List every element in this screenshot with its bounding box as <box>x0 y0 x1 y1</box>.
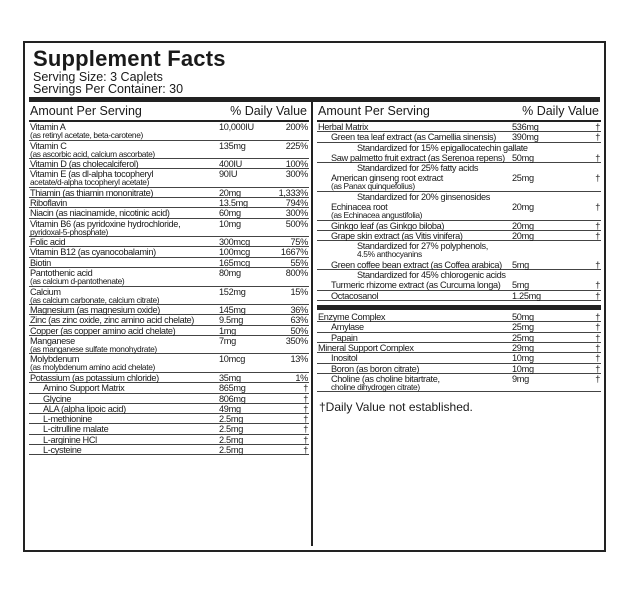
ingredient-name: Green coffee bean extract (as Coffea arabica) <box>331 259 502 270</box>
ingredient-source: (as calcium carbonate, calcium citrate) <box>30 294 160 305</box>
nutrient-row <box>29 404 309 414</box>
daily-value: † <box>595 322 600 333</box>
amount-per-serving: 35mg <box>219 372 241 383</box>
nutrient-row <box>317 173 601 192</box>
daily-value: † <box>303 414 308 425</box>
nutrient-row <box>29 247 309 257</box>
amount-per-serving-heading: Amount Per Serving <box>30 104 142 118</box>
ingredient-name: Vitamin E (as dl-alpha tocopheryl <box>30 169 154 180</box>
nutrient-row <box>29 354 309 373</box>
ingredient-name: American ginseng root extract <box>331 173 443 184</box>
daily-value: 1% <box>295 372 308 383</box>
nutrient-row <box>29 237 309 247</box>
amount-per-serving: 300mcg <box>219 237 250 248</box>
amino-support-list <box>29 383 309 455</box>
amount-per-serving: 20mg <box>512 202 534 213</box>
daily-value: 500% <box>285 218 308 229</box>
ingredient-name: Niacin (as niacinamide, nicotinic acid) <box>30 208 170 219</box>
daily-value: † <box>595 220 600 231</box>
daily-value: † <box>303 393 308 404</box>
enzyme-mineral-list <box>317 312 601 392</box>
ingredient-name: Potassium (as potassium chloride) <box>30 372 159 383</box>
nutrient-row <box>29 414 309 424</box>
ingredient-name: Thiamin (as thiamin mononitrate) <box>30 187 154 198</box>
daily-value: 13% <box>290 354 308 365</box>
ingredient-name: Inositol <box>331 353 358 364</box>
supplement-facts-panel <box>23 41 606 552</box>
ingredient-source: acetate/d-alpha tocopheryl acetate) <box>30 177 150 188</box>
amount-per-serving: 152mg <box>219 286 246 297</box>
daily-value: 200% <box>285 122 308 132</box>
ingredient-name: Vitamin D (as cholecalciferol) <box>30 159 139 169</box>
daily-value: † <box>303 424 308 435</box>
nutrient-row <box>29 287 309 306</box>
serving-size: Serving Size: 3 Caplets <box>33 70 163 84</box>
ingredient-name: Vitamin A <box>30 122 66 132</box>
nutrient-row <box>317 132 601 142</box>
amount-per-serving: 10mcg <box>219 354 246 365</box>
daily-value: † <box>595 280 600 291</box>
amount-per-serving: 9mg <box>512 373 529 384</box>
amount-per-serving: 10mg <box>512 353 534 364</box>
ingredient-name: Magnesium (as magnesium oxide) <box>30 305 160 316</box>
nutrient-row <box>29 208 309 218</box>
nutrient-row <box>317 312 601 322</box>
ingredient-source: (as ascorbic acid, calcium ascorbate) <box>30 148 155 159</box>
nutrient-row <box>29 268 309 287</box>
ingredient-name: Pantothenic acid <box>30 268 93 279</box>
nutrient-row <box>29 445 309 455</box>
ingredient-name: Boron (as boron citrate) <box>331 363 420 374</box>
ingredient-name: Glycine <box>43 393 72 404</box>
daily-value: 55% <box>290 257 308 268</box>
amount-per-serving: 90IU <box>219 169 238 180</box>
daily-value: 1,333% <box>278 187 308 198</box>
amount-per-serving-heading: Amount Per Serving <box>318 104 430 118</box>
ingredient-name: Vitamin C <box>30 140 67 151</box>
nutrient-row <box>317 143 601 153</box>
amount-per-serving: 13.5mg <box>219 198 248 209</box>
nutrient-row <box>317 231 601 241</box>
nutrient-row <box>29 159 309 169</box>
daily-value: † <box>595 353 600 364</box>
amount-per-serving: 5mg <box>512 259 529 270</box>
daily-value: † <box>595 363 600 374</box>
ingredient-name: Green tea leaf extract (as Camellia sinensis) <box>331 132 497 143</box>
nutrient-row <box>317 153 601 163</box>
daily-value: † <box>303 403 308 414</box>
amount-per-serving: 9.5mg <box>219 315 244 326</box>
daily-value: 350% <box>285 335 308 346</box>
ingredient-name: L-citrulline malate <box>43 424 109 435</box>
amount-per-serving: 7mg <box>219 335 236 346</box>
daily-value: † <box>595 259 600 270</box>
ingredient-name: L-methionine <box>43 414 92 425</box>
ingredient-name: L-cysteine <box>43 445 82 456</box>
nutrient-row <box>317 353 601 363</box>
daily-value-heading: % Daily Value <box>230 104 307 118</box>
amount-per-serving: 2.5mg <box>219 414 244 425</box>
amount-per-serving: 806mg <box>219 393 246 404</box>
daily-value: † <box>595 373 600 384</box>
amount-per-serving: 5mg <box>512 280 529 291</box>
ingredient-name: Echinacea root <box>331 202 388 213</box>
nutrient-row <box>29 435 309 445</box>
amount-per-serving: 60mg <box>219 208 241 219</box>
daily-value: 15% <box>290 286 308 297</box>
amount-per-serving: 10mg <box>512 363 534 374</box>
ingredient-source: (as calcium d-pantothenate) <box>30 276 125 287</box>
daily-value: 1667% <box>280 247 308 258</box>
daily-value: † <box>595 312 600 323</box>
daily-value: 800% <box>285 268 308 279</box>
daily-value: 75% <box>290 237 308 248</box>
nutrient-row <box>317 322 601 332</box>
ingredient-source: pyridoxal-5-phosphate) <box>30 226 108 237</box>
daily-value: † <box>595 152 600 163</box>
ingredient-name: ALA (alpha lipoic acid) <box>43 403 126 414</box>
nutrient-row <box>29 424 309 434</box>
daily-value-heading: % Daily Value <box>522 104 599 118</box>
ingredient-name: Amylase <box>331 322 364 333</box>
ingredient-name: Herbal Matrix <box>318 122 369 132</box>
nutrient-row <box>317 260 601 270</box>
header-rule <box>29 97 600 102</box>
amount-per-serving: 50mg <box>512 312 534 323</box>
amount-per-serving: 50mg <box>512 152 534 163</box>
ingredient-name: Octacosanol <box>331 290 379 301</box>
amount-per-serving: 25mg <box>512 173 534 184</box>
daily-value: † <box>303 383 308 394</box>
nutrient-row <box>29 383 309 393</box>
daily-value: † <box>595 173 600 184</box>
ingredient-name: Biotin <box>30 257 51 268</box>
nutrient-row <box>317 333 601 343</box>
ingredient-name: Saw palmetto fruit extract (as Serenoa repens) <box>331 152 505 163</box>
nutrient-row <box>29 141 309 160</box>
ingredient-name: Riboflavin <box>30 198 67 209</box>
ingredient-name: Mineral Support Complex <box>318 342 414 353</box>
ingredient-name: Papain <box>331 332 358 343</box>
amount-per-serving: 865mg <box>219 383 246 394</box>
nutrient-row <box>317 122 601 132</box>
left-column <box>29 103 309 455</box>
daily-value: 50% <box>290 325 308 336</box>
ingredient-name: Turmeric rhizome extract (as Curcuma longa) <box>331 280 501 291</box>
ingredient-source: (as Echinacea angustifolia) <box>331 210 423 221</box>
amount-per-serving: 1mg <box>219 325 236 336</box>
amount-per-serving: 10mg <box>219 218 241 229</box>
daily-value: † <box>595 122 600 132</box>
nutrient-row <box>317 280 601 290</box>
ingredient-name: Copper (as copper amino acid chelate) <box>30 325 176 336</box>
daily-value: 63% <box>290 315 308 326</box>
nutrient-row <box>29 326 309 336</box>
amount-per-serving: 145mg <box>219 305 246 316</box>
amount-per-serving: 1.25mg <box>512 290 541 301</box>
nutrient-list <box>29 122 309 383</box>
ingredient-source: (as manganese sulfate monohydrate) <box>30 343 157 354</box>
amount-per-serving: 100mcg <box>219 247 250 258</box>
amount-per-serving: 20mg <box>219 187 241 198</box>
ingredient-name: Standardized for 15% epigallocatechin gallate <box>357 142 528 153</box>
daily-value: † <box>595 202 600 213</box>
ingredient-name: Ginkgo leaf (as Ginkgo biloba) <box>331 220 445 231</box>
ingredient-name: Standardized for 20% ginsenosides <box>357 191 490 202</box>
daily-value: 300% <box>285 208 308 219</box>
ingredient-name: Grape skin extract (as Vitis vinifera) <box>331 231 463 242</box>
daily-value: 225% <box>285 140 308 151</box>
daily-value: 100% <box>285 159 308 169</box>
ingredient-name: Standardized for 27% polyphenols, <box>357 241 488 252</box>
nutrient-row <box>29 394 309 404</box>
nutrient-row <box>29 169 309 188</box>
daily-value: † <box>595 290 600 301</box>
servings-per-container: Servings Per Container: 30 <box>33 82 184 96</box>
amount-per-serving: 135mg <box>219 140 246 151</box>
nutrient-row <box>317 291 601 301</box>
ingredient-name: Vitamin B12 (as cyanocobalamin) <box>30 247 156 258</box>
amount-per-serving: 20mg <box>512 231 534 242</box>
footnote: †Daily Value not established. <box>319 400 473 415</box>
daily-value: † <box>595 132 600 143</box>
amount-per-serving: 165mcg <box>219 257 250 268</box>
amount-per-serving: 10,000IU <box>219 122 254 132</box>
daily-value: 794% <box>285 198 308 209</box>
ingredient-name: Standardized for 45% chlorogenic acids <box>357 270 506 281</box>
ingredient-name: Choline (as choline bitartrate, <box>331 373 440 384</box>
daily-value: 300% <box>285 169 308 180</box>
ingredient-source: (as retinyl acetate, beta-carotene) <box>30 130 143 140</box>
ingredient-name: Standardized for 25% fatty acids <box>357 163 479 174</box>
panel-title: Supplement Facts <box>33 46 226 71</box>
ingredient-name: L-arginine HCl <box>43 434 97 445</box>
daily-value: † <box>595 332 600 343</box>
daily-value: † <box>595 231 600 242</box>
amount-per-serving: 2.5mg <box>219 424 244 435</box>
amount-per-serving: 536mg <box>512 122 539 132</box>
daily-value: † <box>303 445 308 456</box>
nutrient-row <box>317 221 601 231</box>
amount-per-serving: 29mg <box>512 342 534 353</box>
ingredient-source: choline dihydrogen citrate) <box>331 381 420 392</box>
daily-value: † <box>303 434 308 445</box>
nutrient-row <box>29 258 309 268</box>
left-column-header <box>29 103 309 122</box>
nutrient-row <box>29 373 309 383</box>
ingredient-name: Molybdenum <box>30 354 80 365</box>
nutrient-row <box>317 163 601 173</box>
amount-per-serving: 20mg <box>512 220 534 231</box>
nutrient-row <box>317 241 601 260</box>
nutrient-row <box>29 305 309 315</box>
amount-per-serving: 400IU <box>219 159 243 169</box>
ingredient-source: 4.5% anthocyanins <box>357 249 422 260</box>
nutrient-row <box>317 202 601 221</box>
ingredient-name: Zinc (as zinc oxide, zinc amino acid chelate) <box>30 315 194 326</box>
nutrient-row <box>317 374 601 393</box>
amount-per-serving: 2.5mg <box>219 445 244 456</box>
amount-per-serving: 390mg <box>512 132 539 143</box>
right-column <box>317 103 601 414</box>
nutrient-row <box>29 315 309 325</box>
nutrient-row <box>29 198 309 208</box>
ingredient-name: Manganese <box>30 335 75 346</box>
nutrient-row <box>29 188 309 198</box>
nutrient-row <box>317 192 601 202</box>
herbal-matrix-list <box>317 122 601 301</box>
amount-per-serving: 25mg <box>512 332 534 343</box>
ingredient-name: Folic acid <box>30 237 66 248</box>
right-column-header <box>317 103 601 122</box>
section-rule <box>317 305 601 310</box>
ingredient-name: Calcium <box>30 286 61 297</box>
ingredient-name: Enzyme Complex <box>318 312 386 323</box>
nutrient-row <box>317 364 601 374</box>
nutrient-row <box>317 270 601 280</box>
daily-value: † <box>595 342 600 353</box>
ingredient-source: (as Panax quinquefolius) <box>331 181 415 192</box>
nutrient-row <box>29 336 309 355</box>
nutrient-row <box>29 219 309 238</box>
amount-per-serving: 80mg <box>219 268 241 279</box>
nutrient-row <box>317 343 601 353</box>
amount-per-serving: 49mg <box>219 403 241 414</box>
ingredient-name: Amino Support Matrix <box>43 383 125 394</box>
ingredient-source: (as molybdenum amino acid chelate) <box>30 362 155 373</box>
column-divider <box>311 97 313 546</box>
amount-per-serving: 2.5mg <box>219 434 244 445</box>
daily-value: 36% <box>290 305 308 316</box>
amount-per-serving: 25mg <box>512 322 534 333</box>
ingredient-name: Vitamin B6 (as pyridoxine hydrochloride, <box>30 218 181 229</box>
nutrient-row <box>29 122 309 141</box>
